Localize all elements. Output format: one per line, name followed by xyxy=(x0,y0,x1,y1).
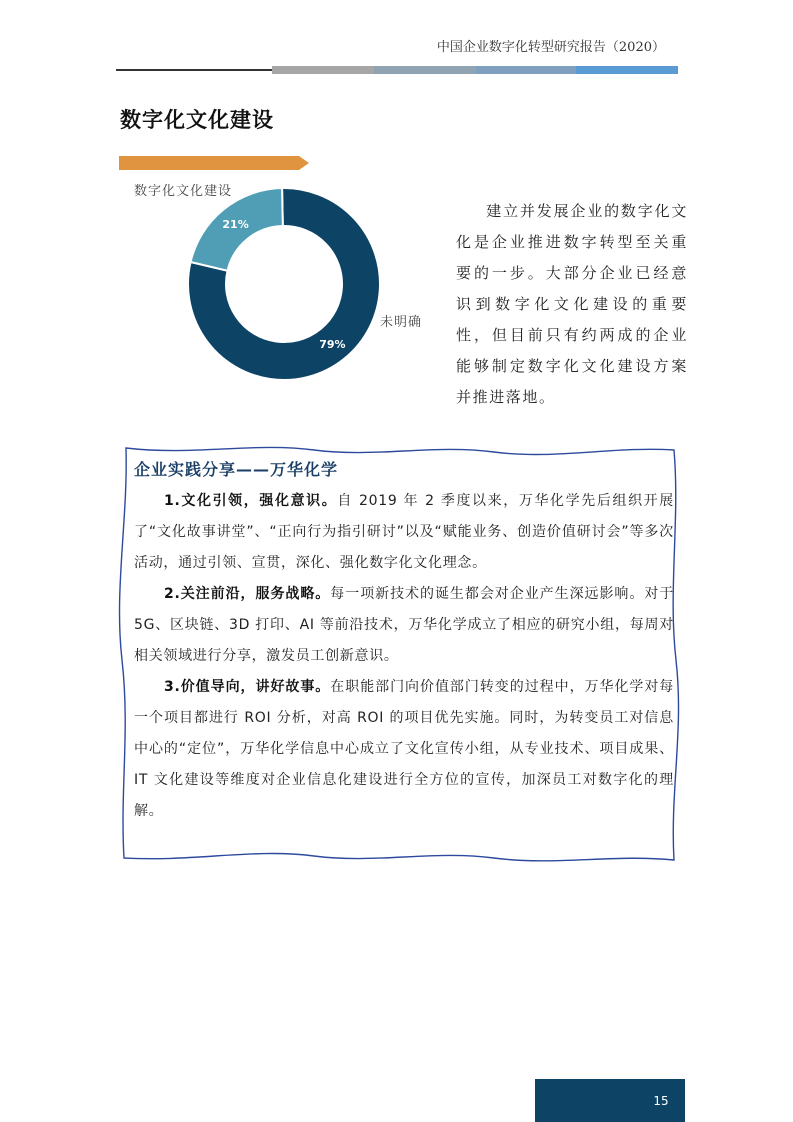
section-title: 数字化文化建设 xyxy=(120,108,274,132)
case-item-3-body: 在职能部门向价值部门转变的过程中，万华化学对每一个项目都进行 ROI 分析，对高 ROI 的项目优先实施。同时，为转变员工对信息中心的“定位”，万华化学信息中心成立了文化宣传小组，从专业技术、项目成果、IT 文化建设等维度对企业信息化建设进行全方位的宣传，加深员工对数字化的理解。 xyxy=(134,679,674,819)
case-study-box xyxy=(134,455,674,827)
case-item-2-lead: 2.关注前沿，服务战略。 xyxy=(164,586,331,602)
donut-value-label-2: 21% xyxy=(222,218,249,232)
case-item-1 xyxy=(134,486,674,579)
page-number-box xyxy=(535,1079,685,1122)
intro-text: 建立并发展企业的数字化文化是企业推进数字转型至关重要的一步。大部分企业已经意识到数字化文化建设的重要性，但目前只有约两成的企业能够制定数字化文化建设方案并推进落地。 xyxy=(456,202,688,406)
chart-caption: 数字化文化建设 xyxy=(134,184,233,199)
header-rule-segment-2 xyxy=(374,66,476,74)
orange-accent-bar xyxy=(119,156,309,170)
header-rule xyxy=(116,66,678,74)
donut-value-label-1: 79% xyxy=(319,337,346,351)
donut-chart-svg xyxy=(186,186,382,382)
intro-paragraph xyxy=(456,196,688,413)
header-rule-segment-3 xyxy=(476,66,576,74)
case-item-1-lead: 1.文化引领，强化意识。 xyxy=(164,493,338,509)
case-item-1-body: 自 2019 年 2 季度以来，万华化学先后组织开展了“文化故事讲堂”、“正向行为指引研讨”以及“赋能业务、创造价值研讨会”等多次活动，通过引领、宣贯，深化、强化数字化文化理念。 xyxy=(134,493,674,571)
donut-chart xyxy=(186,186,382,382)
case-item-2 xyxy=(134,579,674,672)
header-rule-segment-1 xyxy=(272,66,374,74)
case-study-title: 企业实践分享——万华化学 xyxy=(134,460,339,479)
header-rule-thin xyxy=(116,69,276,71)
case-item-2-body: 每一项新技术的诞生都会对企业产生深远影响。对于 5G、区块链、3D 打印、AI 等前沿技术，万华化学成立了相应的研究小组，每周对相关领域进行分享，激发员工创新意识。 xyxy=(134,586,674,664)
header-title: 中国企业数字化转型研究报告（2020） xyxy=(436,40,665,55)
header-rule-segment-4 xyxy=(576,66,678,74)
case-item-3 xyxy=(134,672,674,827)
chart-outer-label: 未明确 xyxy=(380,315,423,330)
case-item-3-lead: 3.价值导向，讲好故事。 xyxy=(164,679,331,695)
page-number: 15 xyxy=(653,1093,669,1108)
